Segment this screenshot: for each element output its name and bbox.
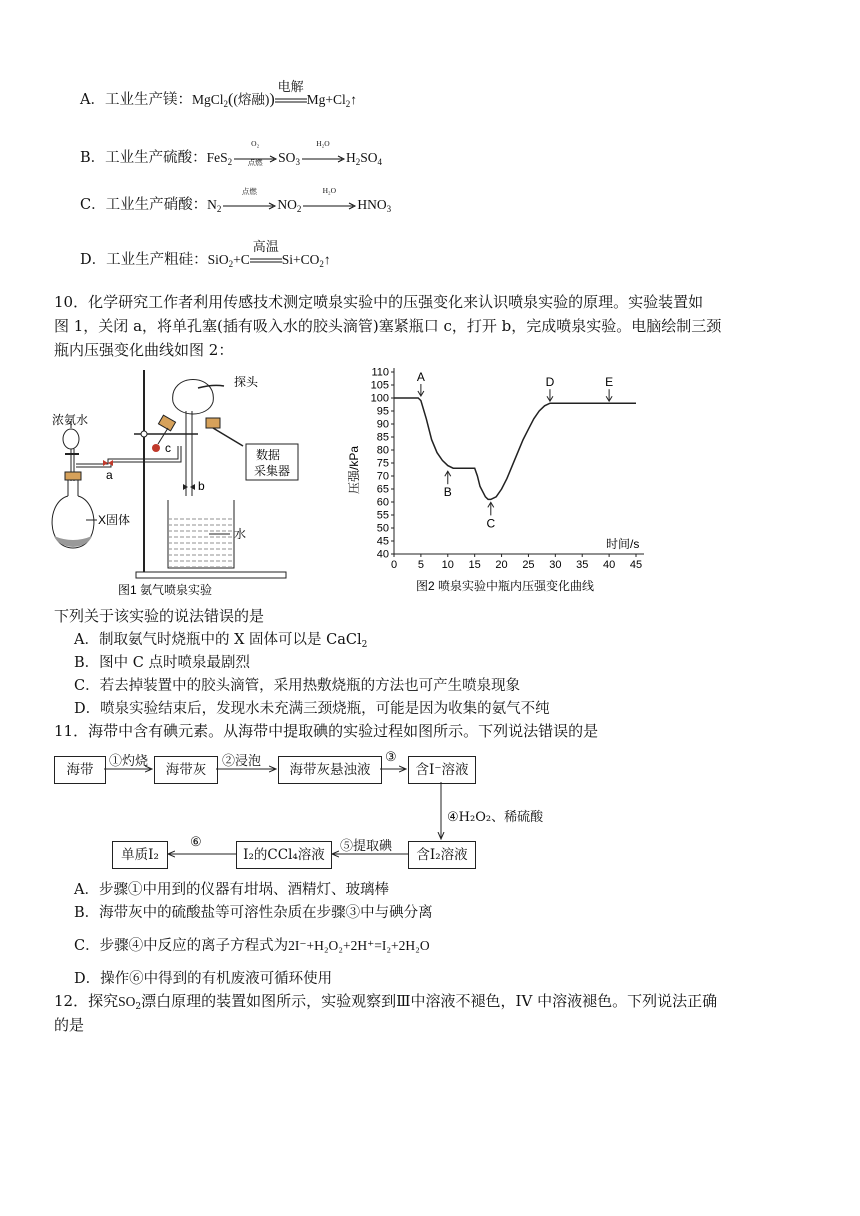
q11-option-a: A．步骤①中用到的仪器有坩埚、酒精灯、玻璃棒 bbox=[74, 882, 389, 898]
flow-box-iodine-solution: 含I₂溶液 bbox=[408, 841, 476, 869]
q12-stem-line1: 12．探究$SO_2$漂白原理的装置如图所示，实验观察到Ⅲ中溶液不褪色，IV 中溶液褪色。下列说法正确 bbox=[54, 992, 718, 1012]
stand-base bbox=[136, 572, 286, 578]
electrolysis-arrow: 电解 bbox=[277, 79, 304, 94]
x-tick-label: 15 bbox=[468, 559, 481, 571]
fig1-caption: 图1 氨气喷泉实验 bbox=[118, 583, 213, 597]
q9-option-b: B．工业生产硫酸：FeS$_2$ O₂ 点燃 $SO_3$ H₂O $H_2SO_4$ bbox=[80, 139, 382, 167]
q11-option-b: B．海带灰中的硫酸盐等可溶性杂质在步骤③中与碘分离 bbox=[74, 905, 433, 921]
annotation-label-d: D bbox=[545, 375, 555, 390]
flow-step-3: ③ bbox=[385, 750, 397, 765]
reaction-arrow-2: H₂O bbox=[300, 150, 346, 166]
y-tick-label: 95 bbox=[376, 405, 389, 418]
ionic-equation: 2I⁻+H₂O₂+2H⁺=I₂+2H₂O bbox=[288, 938, 430, 953]
flow-step-2: ②浸泡 bbox=[222, 754, 262, 769]
q10-option-a: A．制取氨气时烧瓶中的 X 固体可以是 CaCl$_2$ bbox=[74, 632, 368, 650]
dropping-funnel bbox=[63, 429, 79, 449]
q11-stem: 11．海带中含有碘元素。从海带中提取碘的实验过程如图所示。下列说法错误的是 bbox=[54, 722, 599, 740]
fig1-label-collector-1: 数据 bbox=[256, 448, 281, 462]
dropper-bulb bbox=[152, 444, 160, 452]
flow-box-kelp: 海带 bbox=[54, 756, 106, 784]
x-tick-label: 35 bbox=[576, 559, 589, 571]
annotation-label-a: A bbox=[416, 370, 425, 384]
x-tick-label: 30 bbox=[549, 559, 562, 571]
x-tick-label: 5 bbox=[417, 559, 424, 571]
fig1-label-x: X固体 bbox=[98, 513, 131, 527]
y-tick-label: 90 bbox=[376, 418, 389, 431]
x-tick-label: 40 bbox=[602, 559, 616, 571]
q11-option-c: C．步骤④中反应的离子方程式为2I⁻+H₂O₂+2H⁺=I₂+2H₂O bbox=[74, 938, 430, 954]
y-tick-label: 105 bbox=[370, 379, 389, 392]
q11-option-d: D．操作⑥中得到的有机废液可循环使用 bbox=[74, 971, 333, 987]
fig1-label-collector-2: 采集器 bbox=[254, 464, 291, 478]
y-tick-label: 45 bbox=[376, 535, 389, 548]
q10-option-b: B．图中 C 点时喷泉最剧烈 bbox=[74, 655, 250, 671]
fig1-label-water: 水 bbox=[234, 527, 247, 541]
valve-b-icon bbox=[183, 484, 195, 490]
y-tick-label: 80 bbox=[376, 444, 389, 457]
fig1-label-b: b bbox=[198, 479, 205, 493]
q12-stem-line2: 的是 bbox=[54, 1016, 85, 1034]
flow-step-4: ④H₂O₂、稀硫酸 bbox=[447, 810, 544, 825]
flow-step-6: ⑥ bbox=[190, 835, 202, 850]
gas-arrow-icon: ↑ bbox=[350, 92, 358, 107]
fig1-label-probe: 探头 bbox=[234, 375, 259, 389]
y-tick-label: 60 bbox=[376, 496, 389, 509]
y-tick-label: 100 bbox=[370, 392, 389, 405]
y-tick-label: 55 bbox=[376, 509, 389, 522]
y-tick-label: 110 bbox=[371, 366, 389, 379]
x-tick-label: 20 bbox=[495, 559, 508, 571]
q10-option-c: C．若去掉装置中的胶头滴管，采用热敷烧瓶的方法也可产生喷泉现象 bbox=[74, 678, 521, 694]
annotation-label-c: C bbox=[486, 516, 496, 531]
q10-option-d: D．喷泉实验结束后，发现水未充满三颈烧瓶，可能是因为收集的氨气不纯 bbox=[74, 701, 550, 717]
gas-arrow-icon: ↑ bbox=[323, 252, 331, 267]
flow-box-ccl4-solution: I₂的CCl₄溶液 bbox=[236, 841, 332, 869]
y-tick-label: 40 bbox=[376, 548, 389, 561]
reaction-arrow-3: 点燃 bbox=[221, 197, 277, 213]
q10-stem-line3: 瓶内压强变化曲线如图 2： bbox=[54, 341, 234, 359]
q9-option-a: A．工业生产镁：MgCl$_2$((熔融)) 电解 $Mg+Cl_2↑$ bbox=[80, 79, 358, 109]
flow-box-suspension: 海带灰悬浊液 bbox=[278, 756, 382, 784]
annotation-label-e: E bbox=[605, 375, 614, 390]
three-neck-flask bbox=[173, 380, 214, 415]
y-tick-label: 85 bbox=[376, 431, 389, 444]
molten-note: (熔融) bbox=[233, 92, 270, 107]
high-temp-arrow: 高温 bbox=[252, 239, 279, 254]
q10-question: 下列关于该实验的说法错误的是 bbox=[54, 607, 265, 625]
flow-box-iodine: 单质I₂ bbox=[112, 841, 168, 869]
y-tick-label: 65 bbox=[376, 483, 389, 496]
flow-step-1: ①灼烧 bbox=[109, 754, 149, 769]
y-axis-label: 压强/kPa bbox=[347, 445, 361, 494]
x-tick-label: 0 bbox=[390, 559, 398, 571]
q9-option-d: D．工业生产粗硅：SiO$_2$+C 高温 $Si+CO_2↑$ bbox=[80, 239, 331, 269]
figure-1-apparatus bbox=[48, 366, 358, 601]
flow-box-iodide-solution: 含I⁻溶液 bbox=[408, 756, 476, 784]
x-tick-label: 25 bbox=[522, 559, 535, 571]
pressure-curve bbox=[394, 398, 636, 499]
annotation-label-b: B bbox=[443, 485, 452, 500]
figure-2-chart bbox=[336, 364, 656, 604]
x-axis-label: 时间/s bbox=[606, 537, 640, 551]
fig1-label-c: c bbox=[165, 441, 171, 455]
fig1-label-ammonia: 浓氨水 bbox=[52, 413, 89, 427]
x-tick-label: 45 bbox=[629, 559, 643, 571]
q10-stem-line1: 10．化学研究工作者利用传感技术测定喷泉实验中的压强变化来认识喷泉实验的原理。实验装置如 bbox=[54, 293, 704, 311]
flow-step-5: ⑤提取碘 bbox=[340, 839, 393, 854]
q9-option-c: C．工业生产硝酸：$N_2$ 点燃 $NO_2$ H₂O $HNO_3$ bbox=[80, 186, 392, 214]
y-tick-label: 50 bbox=[376, 522, 389, 535]
q10-stem-line2: 图 1，关闭 a，将单孔塞(插有吸入水的胶头滴管)塞紧瓶口 c，打开 b，完成喷泉实验。电脑绘制三颈 bbox=[54, 317, 722, 335]
y-tick-label: 75 bbox=[376, 457, 389, 470]
reaction-arrow-1: O₂ 点燃 bbox=[232, 150, 278, 166]
x-tick-label: 10 bbox=[441, 559, 454, 571]
chart-title: 图2 喷泉实验中瓶内压强变化曲线 bbox=[416, 579, 595, 593]
reaction-arrow-4: H₂O bbox=[301, 197, 357, 213]
flow-box-kelp-ash: 海带灰 bbox=[154, 756, 218, 784]
fig1-label-a: a bbox=[106, 468, 113, 482]
y-tick-label: 70 bbox=[376, 470, 389, 483]
